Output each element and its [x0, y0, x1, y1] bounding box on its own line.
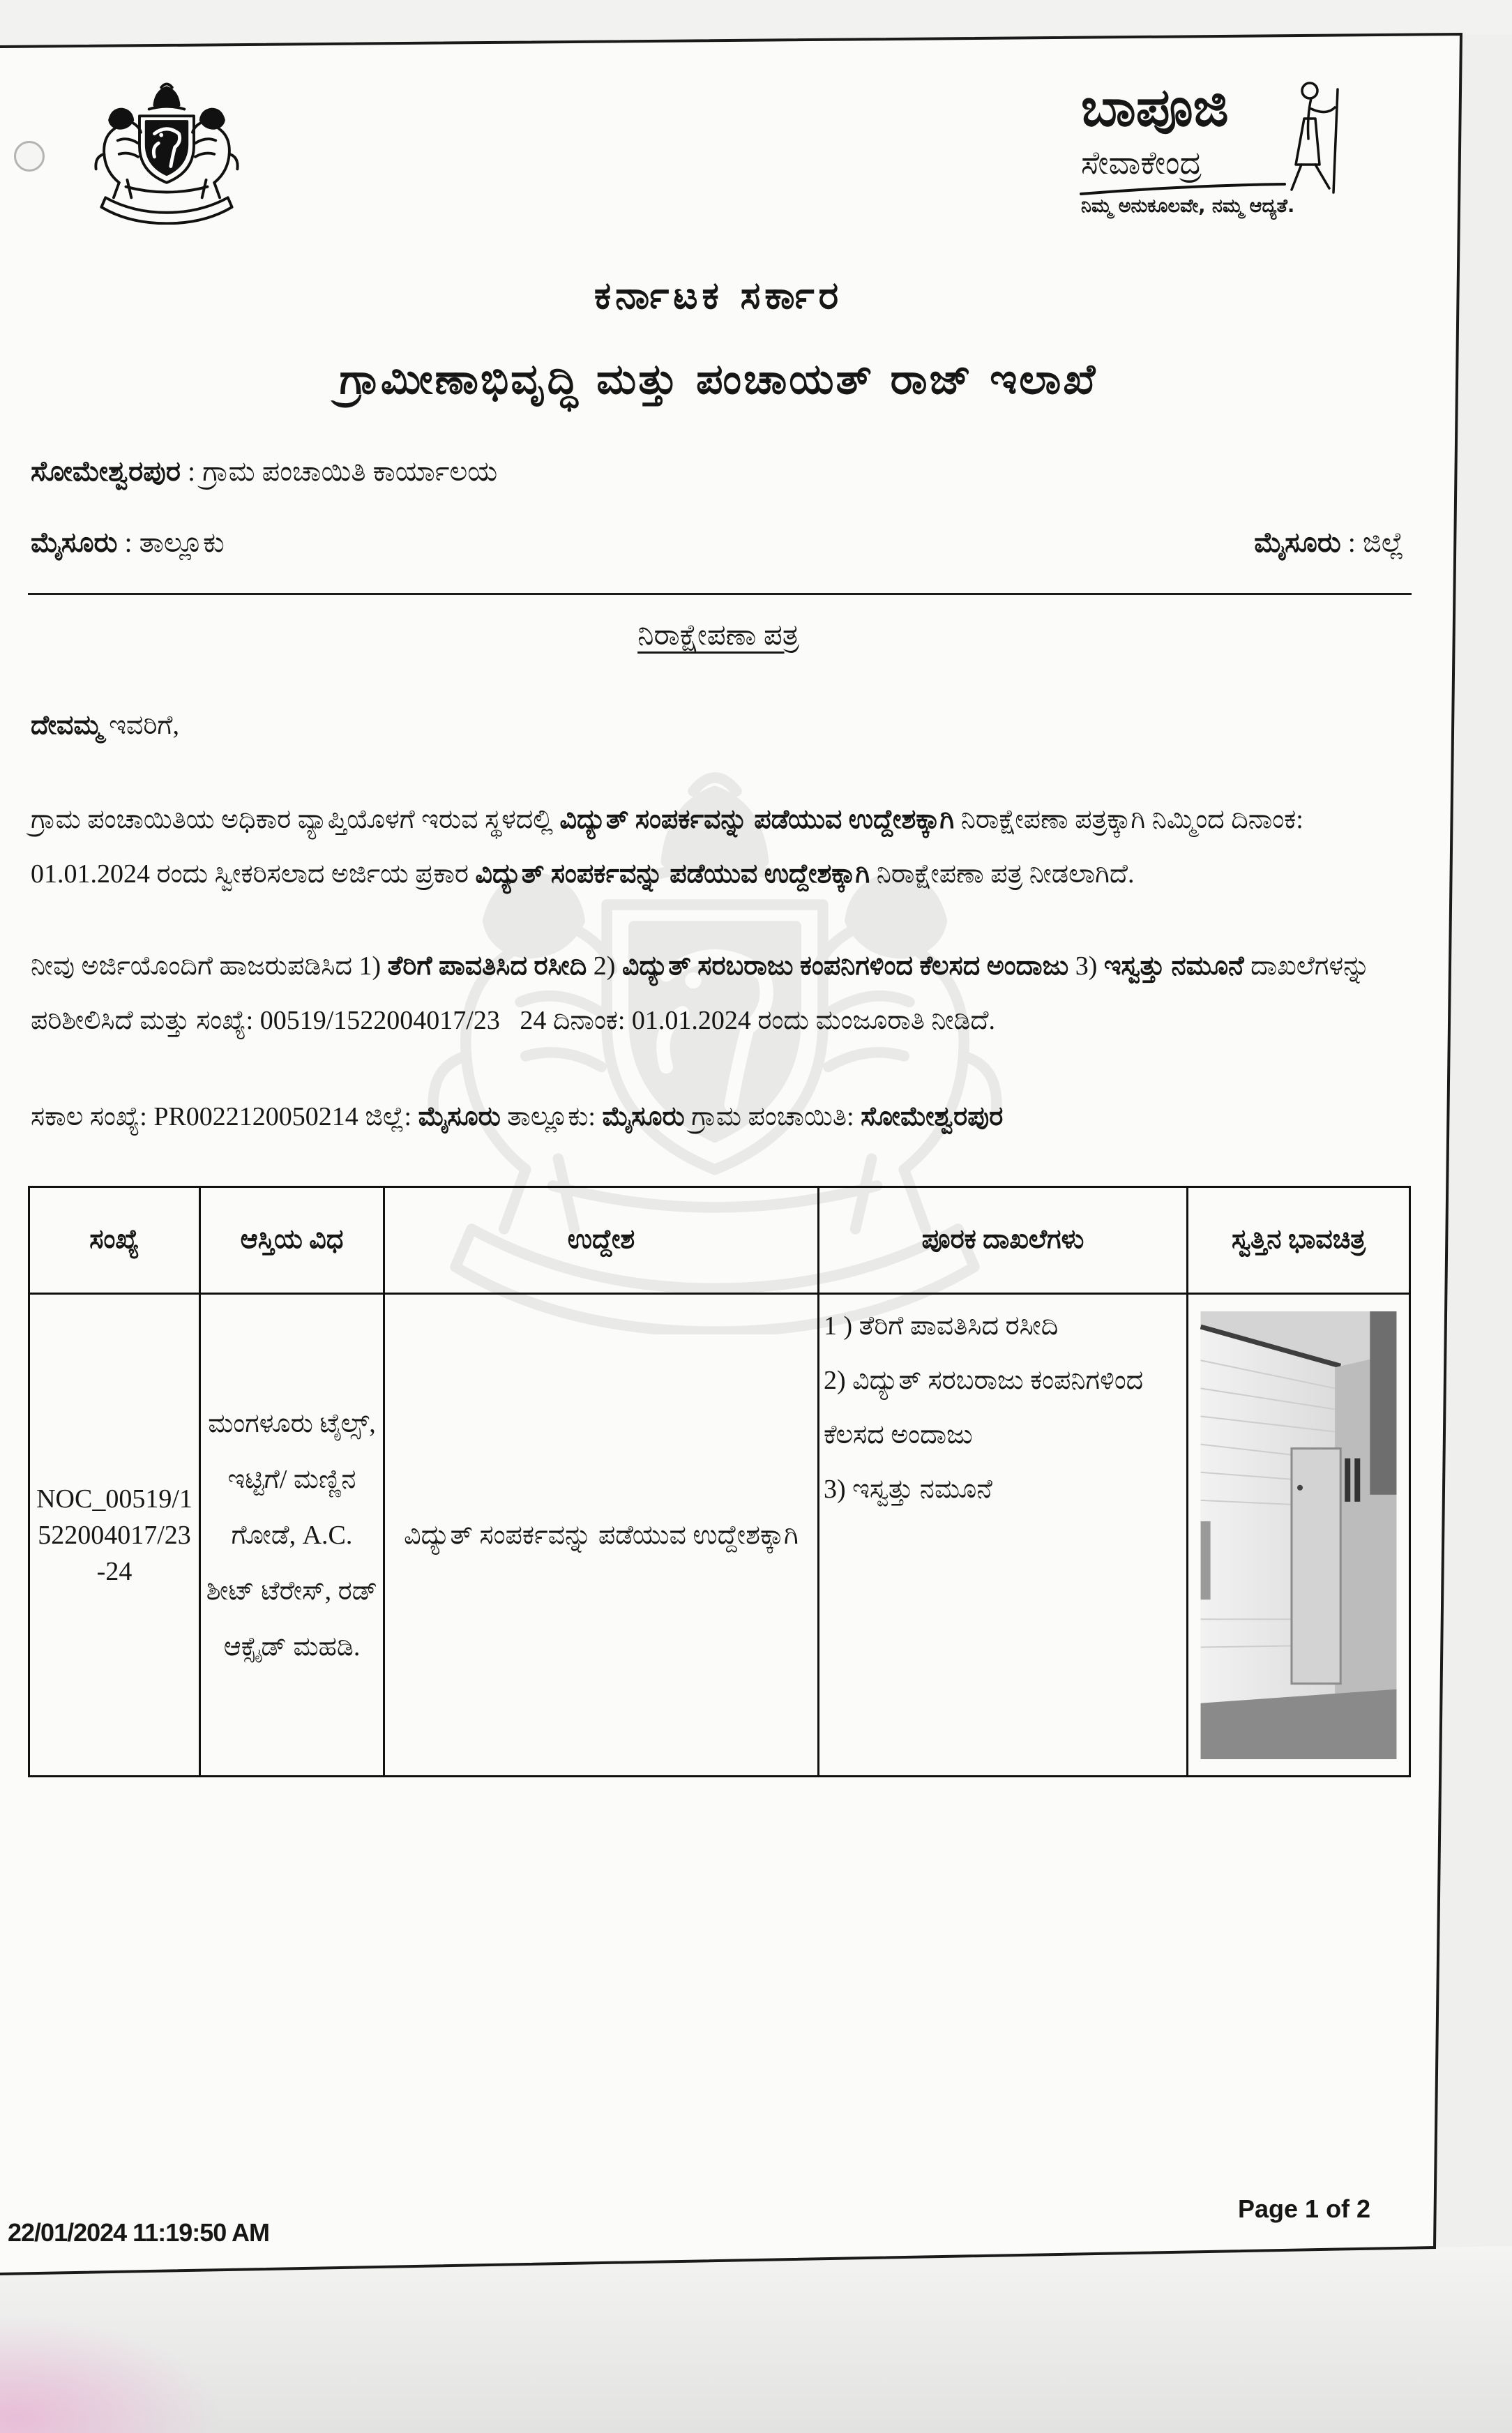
documents-cell	[819, 1294, 1188, 1777]
sakala-taluk-label: ತಾಲ್ಲೂಕು:	[507, 1102, 596, 1131]
paragraph-bold-text: ಇಸ್ವತ್ತು ನಮೂನೆ	[1103, 951, 1244, 981]
karnataka-emblem-icon	[85, 77, 248, 225]
property-photo-cell	[1188, 1294, 1410, 1777]
document-item: 2) ವಿದ್ಯುತ್ ಸರಬರಾಜು ಕಂಪನಿಗಳಿಂದ ಕೆಲಸದ ಅಂದಾಜು	[824, 1366, 1144, 1449]
paragraph-text: 2)	[587, 951, 622, 981]
noc-number-cell: NOC_00519/1522004017/23-24	[29, 1294, 200, 1777]
photo-vent-2	[1354, 1458, 1360, 1501]
purpose-cell: ವಿದ್ಯುತ್ ಸಂಪರ್ಕವನ್ನು ಪಡೆಯುವ ಉದ್ದೇಶಕ್ಕಾಗಿ	[384, 1294, 819, 1777]
property-photo	[1200, 1311, 1397, 1759]
gandhi-legs	[1292, 165, 1329, 190]
bapuji-sevakendra-logo	[1078, 77, 1455, 234]
gandhi-arm	[1311, 107, 1335, 112]
document-item: 3) ಇಸ್ವತ್ತು ನಮೂನೆ	[824, 1475, 992, 1504]
table-row	[29, 1294, 1410, 1777]
panchayat-name: ಸೋಮೇಶ್ವರಪುರ	[31, 455, 181, 487]
scan-margin-right	[1435, 34, 1512, 2247]
sakala-district: ಮೈಸೂರು	[418, 1102, 501, 1131]
taluk-label: : ತಾಲ್ಲೂಕು	[124, 527, 225, 558]
header-documents: ಪೂರಕ ದಾಖಲೆಗಳು	[819, 1187, 1188, 1294]
government-title: ಕರ್ನಾಟಕ ಸರ್ಕಾರ	[594, 273, 843, 317]
paragraph-bold-text: ವಿದ್ಯುತ್ ಸಂಪರ್ಕವನ್ನು ಪಡೆಯುವ ಉದ್ದೇಶಕ್ಕಾಗಿ	[475, 859, 870, 889]
pink-stain	[0, 2288, 293, 2433]
paragraph-bold-text: ವಿದ್ಯುತ್ ಸಂಪರ್ಕವನ್ನು ಪಡೆಯುವ ಉದ್ದೇಶಕ್ಕಾಗಿ	[559, 805, 955, 834]
sakala-panchayat-label: ಗ್ರಾಮ ಪಂಚಾಯಿತಿ:	[691, 1102, 854, 1131]
taluk-name: ಮೈಸೂರು	[31, 527, 118, 558]
taluk-line	[31, 525, 225, 561]
sakala-label: ಸಕಾಲ ಸಂಖ್ಯೆ:	[31, 1102, 147, 1131]
document-title: ನಿರಾಕ್ಷೇಪಣಾ ಪತ್ರ	[637, 619, 799, 651]
logo-title: ಬಾಪೂಜಿ	[1081, 77, 1229, 138]
sakala-number: PR0022120050214	[153, 1102, 358, 1131]
district-label: : ಜಿಲ್ಲೆ	[1347, 527, 1404, 558]
sakala-panchayat: ಸೋಮೇಶ್ವರಪುರ	[861, 1102, 1004, 1131]
panchayat-office-line	[31, 453, 497, 490]
paragraph-application	[28, 792, 1409, 901]
photo-door	[1292, 1448, 1340, 1683]
paragraph-bold-text: ವಿದ್ಯುತ್ ಸರಬರಾಜು ಕಂಪನಿಗಳಿಂದ ಕೆಲಸದ ಅಂದಾಜು	[621, 951, 1069, 981]
photo-side-window	[1201, 1521, 1211, 1599]
paragraph-approval	[28, 939, 1409, 1048]
paragraph-text: ದಾಖಲೆಗಳನ್ನು ಪರಿಶೀಲಿಸಿದೆ ಮತ್ತು ಸಂಖ್ಯೆ: 00519/1522004017/23 24 ದಿನಾಂಕ: 01.01.2024 ರಂದು ಮಂಜೂರಾತಿ ನೀಡಿದೆ.	[31, 951, 1377, 1035]
paragraph-text: ನಿರಾಕ್ಷೇಪಣಾ ಪತ್ರಕ್ಕಾಗಿ ನಿಮ್ಮಿಂದ ದಿನಾಂಕ: 01.01.2024 ರಂದು ಸ್ವೀಕರಿಸಲಾದ ಅರ್ಜಿಯ ಪ್ರಕಾರ	[31, 805, 1303, 889]
swoosh-stroke	[1081, 184, 1285, 194]
panchayat-office-label: : ಗ್ರಾಮ ಪಂಚಾಯಿತಿ ಕಾರ್ಯಾಲಯ	[188, 455, 498, 487]
header-number: ಸಂಖ್ಯೆ	[29, 1187, 200, 1294]
sakala-taluk: ಮೈಸೂರು	[602, 1102, 685, 1131]
emblem-art	[96, 84, 237, 223]
district-line	[1254, 525, 1404, 561]
punch-hole	[14, 141, 45, 172]
document-item: 1 ) ತೆರಿಗೆ ಪಾವತಿಸಿದ ರಸೀದಿ	[824, 1311, 1059, 1341]
salutation	[28, 705, 1409, 746]
header-divider	[28, 593, 1412, 595]
logo-tagline: ನಿಮ್ಮ ಅನುಕೂಲವೇ, ನಮ್ಮ ಆದ್ಯತೆ.	[1081, 195, 1295, 217]
gandhi-head	[1302, 83, 1317, 98]
logo-subtitle: ಸೇವಾಕೇಂದ್ರ	[1081, 144, 1202, 181]
letter-body	[28, 705, 1409, 1777]
sakala-district-label: ಜಿಲ್ಲೆ:	[365, 1102, 412, 1131]
paragraph-text: ನಿರಾಕ್ಷೇಪಣಾ ಪತ್ರ ನೀಡಲಾಗಿದೆ.	[870, 859, 1135, 889]
sakala-line	[28, 1090, 1409, 1144]
paragraph-text: ನೀವು ಅರ್ಜಿಯೊಂದಿಗೆ ಹಾಜರುಪಡಿಸಿದ 1)	[31, 951, 388, 981]
header-property-photo: ಸ್ವತ್ತಿನ ಭಾವಚಿತ್ರ	[1188, 1187, 1410, 1294]
department-title: ಗ್ರಾಮೀಣಾಭಿವೃದ್ಧಿ ಮತ್ತು ಪಂಚಾಯತ್ ರಾಜ್ ಇಲಾಖೆ	[339, 355, 1098, 404]
print-timestamp: 22/01/2024 11:19:50 AM	[8, 2218, 269, 2247]
photo-door-knob	[1297, 1484, 1303, 1490]
header-purpose: ಉದ್ದೇಶ	[384, 1187, 819, 1294]
paragraph-text: ಗ್ರಾಮ ಪಂಚಾಯಿತಿಯ ಅಧಿಕಾರ ವ್ಯಾಪ್ತಿಯೊಳಗೆ ಇರುವ ಸ್ಥಳದಲ್ಲಿ	[31, 805, 560, 834]
photo-dark-structure	[1370, 1311, 1396, 1495]
page-number: Page 1 of 2	[1238, 2194, 1371, 2223]
photo-vent-1	[1345, 1458, 1350, 1501]
property-type-cell: ಮಂಗಳೂರು ಟೈಲ್ಸ್, ಇಟ್ಟಿಗೆ/ ಮಣ್ಣಿನ ಗೋಡೆ, A.C. ಶೀಟ್ ಟೆರೇಸ್, ರಡ್ ಆಕ್ಸೈಡ್ ಮಹಡಿ.	[200, 1294, 384, 1777]
noc-details-table	[28, 1186, 1411, 1777]
gandhi-walking-icon	[1279, 77, 1349, 194]
greeting: ಇವರಿಗೆ,	[109, 711, 179, 740]
gandhi-stick	[1333, 89, 1338, 193]
recipient-name: ದೇವಮ್ಮ	[31, 711, 103, 740]
paragraph-bold-text: ತೆರಿಗೆ ಪಾವತಿಸಿದ ರಸೀದಿ	[387, 951, 587, 981]
paragraph-text: 3)	[1068, 951, 1104, 981]
header-property-type: ಆಸ್ತಿಯ ವಿಧ	[200, 1187, 384, 1294]
table-header-row	[29, 1187, 1410, 1294]
district-name: ಮೈಸೂರು	[1254, 527, 1341, 558]
